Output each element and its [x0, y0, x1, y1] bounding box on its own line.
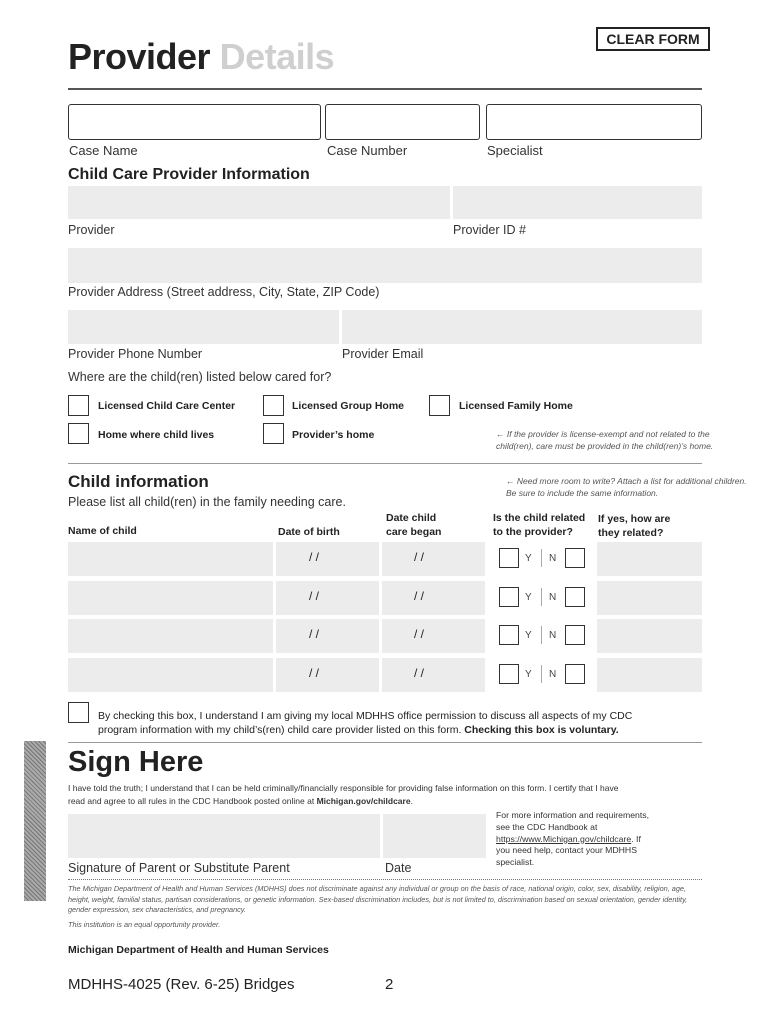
nondiscrimination-text: The Michigan Department of Health and Human Services (MDHHS) does not discriminate against any individual or group on the basis of race, national origin, color, sex, disability, religion, age, height, weight, familial status, partisan considerations, or genetic information. Sex-based discrimination includes, but is not limited to, discrimination based on sexual orientation, gender identity, gender expression, sex characteristics, and pregnancy. — [68, 884, 688, 914]
info-line-3: https://www.Michigan.gov/childcare. If — [496, 833, 641, 844]
exempt-note: ← If the provider is license-exempt and not related to the child(ren), care must be provided in the child(ren)’s home. — [496, 429, 714, 451]
child-info-heading: Child information — [68, 472, 209, 491]
child-care-began-input[interactable] — [382, 658, 485, 692]
info-line-1: For more information and requirements, — [496, 810, 650, 820]
dotted-divider — [68, 879, 702, 880]
related-yes-checkbox[interactable] — [499, 625, 519, 645]
provider-home-checkbox[interactable] — [263, 423, 284, 444]
provider-address-input[interactable] — [68, 248, 702, 283]
provider-phone-input[interactable] — [68, 310, 339, 344]
yes-label: Y — [525, 669, 532, 680]
relationship-input[interactable] — [597, 542, 702, 576]
child-dob-input[interactable] — [276, 581, 379, 615]
related-yes-checkbox[interactable] — [499, 664, 519, 684]
info-link[interactable]: https://www.Michigan.gov/childcare — [496, 833, 632, 844]
provider-info-heading: Child Care Provider Information — [68, 166, 310, 183]
child-name-input[interactable] — [68, 658, 273, 692]
col-how-header — [598, 512, 670, 540]
case-number-label: Case Number — [327, 143, 408, 158]
sign-heading: Sign Here — [68, 746, 204, 778]
room-note: ← Need more room to write? Attach a list for additional children. Be sure to include the same information. — [506, 476, 747, 498]
yn-divider — [541, 665, 542, 683]
certification-text — [68, 782, 708, 808]
cert-link[interactable]: Michigan.gov/childcare — [316, 796, 411, 806]
no-label: N — [549, 669, 557, 680]
child-home-label: Home where child lives — [98, 429, 215, 441]
related-no-checkbox[interactable] — [565, 587, 585, 607]
licensed-group-label: Licensed Group Home — [292, 400, 405, 412]
consent-line-2: program information with my child’s(ren) child care provider listed on this form. Checking this box is voluntary. — [98, 724, 619, 736]
case-name-label: Case Name — [69, 143, 138, 158]
col-related-line-2: to the provider? — [493, 526, 573, 538]
dob-separator: / / — [309, 550, 320, 564]
care-began-separator: / / — [414, 627, 425, 641]
page-title — [68, 36, 334, 78]
no-label: N — [549, 630, 557, 641]
licensed-center-checkbox[interactable] — [68, 395, 89, 416]
child-info-subheading: Please list all child(ren) in the family needing care. — [68, 495, 346, 509]
care-began-separator: / / — [414, 666, 425, 680]
form-id: MDHHS-4025 (Rev. 6-25) Bridges — [68, 976, 295, 993]
child-care-began-input[interactable] — [382, 542, 485, 576]
relationship-input[interactable] — [597, 581, 702, 615]
col-related-line-1: Is the child related — [493, 512, 586, 524]
yes-label: Y — [525, 592, 532, 603]
related-no-checkbox[interactable] — [565, 548, 585, 568]
yn-divider — [541, 549, 542, 567]
page-number: 2 — [385, 976, 394, 993]
dob-separator: / / — [309, 589, 320, 603]
info-box — [496, 810, 696, 869]
child-dob-input[interactable] — [276, 542, 379, 576]
relationship-input[interactable] — [597, 619, 702, 653]
consent-line-1: By checking this box, I understand I am giving my local MDHHS office permission to discuss all aspects of my CDC — [98, 710, 633, 722]
info-line-5: specialist. — [496, 857, 535, 868]
relationship-input[interactable] — [597, 658, 702, 692]
provider-home-label: Provider’s home — [292, 429, 375, 441]
child-care-began-input[interactable] — [382, 619, 485, 653]
col-care-began-line-2: care began — [386, 526, 442, 538]
no-label: N — [549, 592, 557, 603]
related-no-checkbox[interactable] — [565, 664, 585, 684]
date-label: Date — [385, 861, 412, 875]
info-line-2: see the CDC Handbook at — [496, 821, 598, 832]
no-label: N — [549, 553, 557, 564]
consent-checkbox[interactable] — [68, 702, 89, 723]
signature-label: Signature of Parent or Substitute Parent — [68, 861, 290, 875]
header-divider — [68, 88, 702, 90]
col-related-header — [493, 511, 585, 539]
licensed-group-checkbox[interactable] — [263, 395, 284, 416]
child-dob-input[interactable] — [276, 658, 379, 692]
cert-line-2: read and agree to all rules in the CDC Handbook posted online at Michigan.gov/childcare. — [68, 796, 413, 806]
licensed-family-checkbox[interactable] — [429, 395, 450, 416]
related-no-checkbox[interactable] — [565, 625, 585, 645]
section-divider-1 — [68, 463, 702, 464]
section-divider-2 — [68, 742, 702, 743]
title-bold: Provider — [68, 36, 211, 77]
yes-label: Y — [525, 553, 532, 564]
equal-opportunity-text: This institution is an equal opportunity provider. — [68, 920, 221, 929]
provider-email-input[interactable] — [342, 310, 702, 344]
licensed-family-label: Licensed Family Home — [459, 400, 573, 412]
sign-stripe — [24, 741, 46, 901]
provider-email-label: Provider Email — [342, 347, 424, 361]
yes-label: Y — [525, 630, 532, 641]
yn-divider — [541, 626, 542, 644]
col-care-began-line-1: Date child — [386, 512, 437, 524]
department-name: Michigan Department of Health and Human Services — [68, 944, 329, 956]
child-name-input[interactable] — [68, 581, 273, 615]
info-line-4: you need help, contact your MDHHS — [496, 845, 638, 856]
clear-form-button[interactable]: CLEAR FORM — [596, 27, 710, 51]
cert-line-1: I have told the truth; I understand that I can be held criminally/financially responsible for providing false information on this form. I certify that I have — [68, 783, 619, 793]
case-number-input[interactable] — [325, 104, 480, 140]
provider-label: Provider — [68, 223, 115, 237]
child-home-checkbox[interactable] — [68, 423, 89, 444]
provider-address-label: Provider Address (Street address, City, State, ZIP Code) — [68, 285, 380, 299]
case-name-input[interactable] — [68, 104, 321, 140]
col-how-line-2: they related? — [598, 527, 664, 539]
licensed-center-label: Licensed Child Care Center — [98, 400, 236, 412]
yn-divider — [541, 588, 542, 606]
child-name-input[interactable] — [68, 619, 273, 653]
col-name-header: Name of child — [68, 525, 137, 537]
child-dob-input[interactable] — [276, 619, 379, 653]
consent-text — [98, 709, 698, 737]
signature-input[interactable] — [68, 814, 380, 858]
title-light: Details — [219, 36, 335, 77]
provider-id-input[interactable] — [453, 186, 702, 219]
care-began-separator: / / — [414, 550, 425, 564]
provider-input[interactable] — [68, 186, 450, 219]
care-began-separator: / / — [414, 589, 425, 603]
where-question: Where are the child(ren) listed below cared for? — [68, 370, 332, 384]
provider-id-label: Provider ID # — [453, 223, 526, 237]
related-yes-checkbox[interactable] — [499, 548, 519, 568]
child-care-began-input[interactable] — [382, 581, 485, 615]
col-how-line-1: If yes, how are — [598, 513, 671, 525]
dob-separator: / / — [309, 666, 320, 680]
col-care-began-header — [386, 511, 441, 539]
provider-phone-label: Provider Phone Number — [68, 347, 203, 361]
dob-separator: / / — [309, 627, 320, 641]
col-dob-header: Date of birth — [278, 526, 340, 538]
specialist-input[interactable] — [486, 104, 702, 140]
date-input[interactable] — [383, 814, 486, 858]
related-yes-checkbox[interactable] — [499, 587, 519, 607]
child-name-input[interactable] — [68, 542, 273, 576]
consent-voluntary: Checking this box is voluntary. — [464, 724, 619, 736]
specialist-label: Specialist — [487, 143, 543, 158]
